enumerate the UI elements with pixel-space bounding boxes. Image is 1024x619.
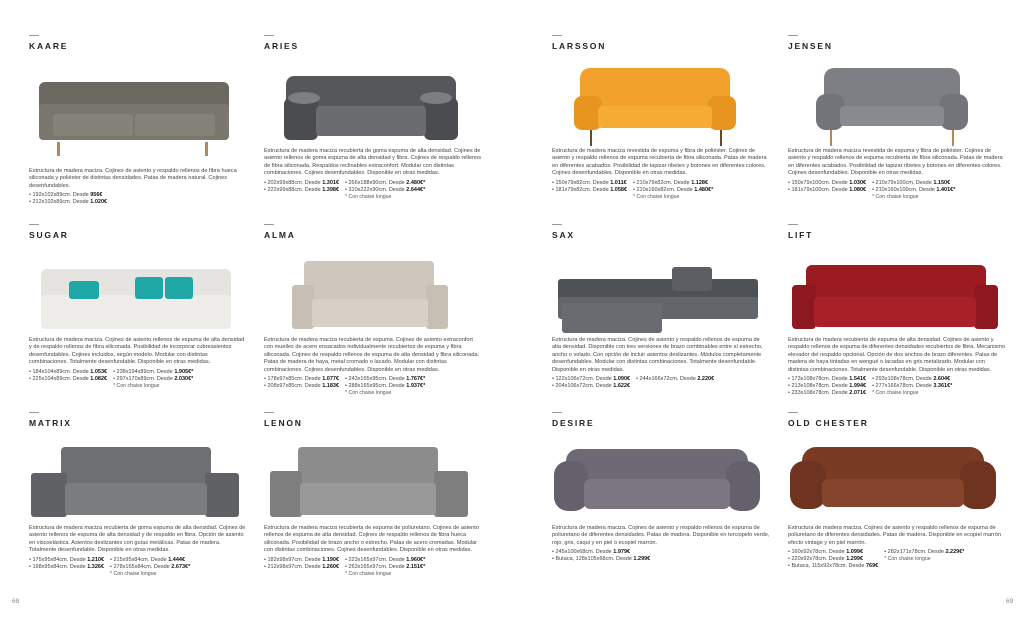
price-line: • 225x104x89cm. Desde 1.082€ bbox=[29, 375, 108, 382]
product-card-aries bbox=[264, 35, 482, 201]
price-line: • 181x79x100cm. Desde 1.080€ bbox=[788, 186, 867, 193]
price-list bbox=[788, 180, 1006, 201]
price-col-1 bbox=[264, 180, 339, 201]
price-line: • 212x98x97cm. Desde 1.260€ bbox=[264, 563, 340, 570]
product-name: SAX bbox=[552, 230, 575, 240]
price-col-2 bbox=[633, 180, 713, 201]
product-description: Estructura de madera maciza. Cojines de asiento y respaldo rellenos de espuma de poliuretano de diferentes densidades. Patas de madera. Disponible en terciopelo verde, rojo, gris, caqui y en piel o ecopiel marrón. bbox=[552, 525, 770, 546]
chaise-note: * Con chaise longue bbox=[345, 570, 392, 577]
product-description: Estructura de madera maciza. Cojines de asiento y respaldo rellenos de espuma de poliuretano de diferentes densidades. Patas de madera. Disponible en ecopiel marrón efecto vintage y en piel marrón. bbox=[788, 525, 1002, 546]
sofa-image-old-chester bbox=[788, 433, 1006, 523]
product-description: Estructura de madera maciza revestida de espuma y fibra de poliéster. Cojines de asiento y respaldo rellenos de espuma recubierta de fibra siliconada. Patas de madera en diferentes acabados. Posibilidad de tapizar ribetes y botones en diferentes colores. Cojines desenfundables. Disponible en otras medidas. bbox=[788, 148, 1003, 177]
price-line: • 150x79x100cm. Desde 1.030€ bbox=[788, 179, 867, 186]
chaise-note: * Con chaise longue bbox=[633, 193, 680, 200]
price-col-2 bbox=[884, 549, 964, 570]
divider bbox=[788, 412, 798, 413]
price-line: • 192x102x89cm. Desde 956€ bbox=[29, 192, 103, 199]
price-col-1 bbox=[552, 180, 627, 201]
price-line: • 223x165x97cm. Desde 1.960€* bbox=[345, 556, 426, 563]
product-description: Estructura de madera maciza. Cojines de asiento y respaldo rellenos de fibra hueca siliconada y poliéster de distintas densidades. Patas de madera natural. Cojines desenfundables. bbox=[29, 168, 237, 189]
price-line: • 215x95x84cm. Desde 1.444€ bbox=[110, 556, 186, 563]
product-description: Estructura de madera maciza recubierta de espuma. Cojines de asiento extraconfort con muelles de acero ensacados individualmente recubiertos de espuma y fibra siliconada. Cojines de respaldo rellenos de espuma de alta densidad y fibra siliconada. Patas de madera de haya, metal cromado o lacado. Modular con distintas combinaciones. Cojines desenfundables. Disponible en otras medidas. bbox=[264, 337, 480, 373]
price-line: • 210x160x82cm. Desde 1.480€* bbox=[633, 186, 714, 193]
price-col-2 bbox=[636, 376, 714, 390]
sofa-image-alma bbox=[264, 245, 482, 335]
product-description: Estructura de madera maciza. Cojines de asiento rellenos de espuma de alta densidad y de respaldo rellenos de fibra siliconada. Posibilidad de incorporar cubreasientos desenfundables. Cojines incluidos, según modelo. Modular con distintas combinaciones. Totalmente desenfundable. Disponible en otras medidas. bbox=[29, 337, 245, 366]
sofa-image-sax bbox=[552, 245, 770, 335]
price-line: • 160x92x78cm. Desde 1.099€ bbox=[788, 549, 864, 556]
product-name: LIFT bbox=[788, 230, 814, 240]
price-list bbox=[29, 192, 247, 206]
sofa-image-aries bbox=[264, 56, 482, 146]
product-card-matrix bbox=[29, 412, 247, 578]
product-card-larsson bbox=[552, 35, 770, 201]
price-col-1 bbox=[29, 369, 107, 390]
price-line: • 208x97x85cm. Desde 1.183€ bbox=[264, 383, 340, 390]
price-line: • 233x108x78cm. Desde 2.071€ bbox=[788, 390, 867, 397]
price-list bbox=[29, 557, 247, 578]
divider bbox=[264, 412, 274, 413]
product-card-old-chester bbox=[788, 412, 1006, 570]
price-col-1 bbox=[29, 557, 104, 578]
divider bbox=[552, 35, 562, 36]
product-description: Estructura de madera maciza. Cojines de asiento y respaldo rellenos de espuma de alta densidad. Disponible con tres versiones de brazo combinables entre sí estrecho, ancho o volado. Con opción de incluir asientos deslizantes. Módulos completamente desenfundables. Modular con distintas combinaciones. Totalmente desenfundable. Disponible en otras medidas. bbox=[552, 337, 763, 373]
price-col-1 bbox=[788, 549, 878, 570]
chaise-note: * Con chaise longue bbox=[345, 193, 392, 200]
price-line: • 175x95x84cm. Desde 1.210€ bbox=[29, 556, 105, 563]
chaise-note: * Con chaise longue bbox=[113, 382, 160, 389]
chaise-note: * Con chaise longue bbox=[345, 390, 392, 397]
price-line: • Butaca, 115x92x78cm. Desde 769€ bbox=[788, 563, 879, 570]
price-col-1 bbox=[29, 192, 107, 206]
product-description: Estructura de madera maciza recubierta de espuma de poliuretano. Cojines de asiento rellenos de espuma de alta densidad. Cojines de respaldo rellenos de fibra hueca siliconada. Posibilidad de brazo ancho o estrecho. Patas de acero cromadas. Modular con distintas combinaciones. Cojines desenfundables. Disponible en otras medidas. bbox=[264, 525, 479, 554]
price-line: • 245x100x68cm. Desde 1.979€ bbox=[552, 549, 631, 556]
chaise-note: * Con chaise longue bbox=[872, 193, 919, 200]
divider bbox=[264, 35, 274, 36]
divider bbox=[29, 35, 39, 36]
price-line: • Butaca, 128x105x68cm. Desde 1.299€ bbox=[552, 556, 651, 563]
product-card-kaare bbox=[29, 35, 247, 206]
price-col-2 bbox=[872, 376, 952, 397]
price-line: • 122x106x72cm. Desde 1.090€ bbox=[552, 376, 631, 383]
price-list bbox=[264, 376, 482, 397]
chaise-note: * Con chaise longue bbox=[884, 556, 931, 563]
price-line: • 150x79x82cm. Desde 1.011€ bbox=[552, 179, 627, 186]
price-line: • 210x160x100cm. Desde 1.401€* bbox=[872, 186, 956, 193]
page-number-left: 68 bbox=[12, 598, 20, 605]
product-card-lenon bbox=[264, 412, 482, 578]
price-line: • 178x97x85cm. Desde 1.077€ bbox=[264, 376, 340, 383]
product-card-jensen bbox=[788, 35, 1006, 201]
product-card-sax bbox=[552, 224, 770, 390]
price-line: • 293x108x78cm. Desde 2.604€ bbox=[872, 376, 951, 383]
price-line: • 266x188x90cm. Desde 2.480€* bbox=[345, 179, 426, 186]
price-list bbox=[29, 369, 247, 390]
product-name: MATRIX bbox=[29, 418, 72, 428]
divider bbox=[788, 35, 798, 36]
price-list bbox=[552, 180, 770, 201]
price-line: • 204x106x72cm. Desde 1.622€ bbox=[552, 383, 631, 390]
sofa-image-desire bbox=[552, 433, 770, 523]
sofa-image-kaare bbox=[29, 56, 247, 166]
price-line: • 244x166x72cm. Desde 2.220€ bbox=[636, 376, 715, 383]
divider bbox=[552, 224, 562, 225]
price-list bbox=[788, 549, 1006, 570]
product-name: ALMA bbox=[264, 230, 296, 240]
price-line: • 181x79x82cm. Desde 1.058€ bbox=[552, 186, 628, 193]
divider bbox=[29, 412, 39, 413]
divider bbox=[29, 224, 39, 225]
price-line: • 310x222x90cm. Desde 2.644€* bbox=[345, 186, 426, 193]
price-line: • 173x108x78cm. Desde 1.541€ bbox=[788, 376, 867, 383]
price-line: • 278x165x84cm. Desde 2.673€* bbox=[110, 563, 191, 570]
price-list bbox=[264, 180, 482, 201]
product-name: DESIRE bbox=[552, 418, 595, 428]
price-col-2 bbox=[113, 369, 193, 390]
price-list bbox=[552, 376, 770, 390]
sofa-image-matrix bbox=[29, 433, 247, 523]
sofa-image-sugar bbox=[29, 245, 247, 335]
product-name: OLD CHESTER bbox=[788, 418, 869, 428]
product-name: KAARE bbox=[29, 41, 69, 51]
price-line: • 184x104x89cm. Desde 1.053€ bbox=[29, 368, 108, 375]
price-col-1 bbox=[788, 180, 866, 201]
product-name: JENSEN bbox=[788, 41, 833, 51]
price-col-1 bbox=[788, 376, 866, 397]
product-card-desire bbox=[552, 412, 770, 563]
divider bbox=[264, 224, 274, 225]
price-line: • 297x170x89cm. Desde 2.030€* bbox=[113, 375, 194, 382]
divider bbox=[552, 412, 562, 413]
price-col-2 bbox=[345, 557, 425, 578]
price-line: • 220x92x78cm. Desde 1.299€ bbox=[788, 556, 864, 563]
price-col-2 bbox=[345, 376, 425, 397]
price-line: • 277x166x78cm. Desde 3.361€* bbox=[872, 383, 953, 390]
price-list bbox=[552, 549, 770, 563]
price-line: • 288x165x95cm. Desde 1.937€* bbox=[345, 383, 426, 390]
sofa-image-lift bbox=[788, 245, 1006, 335]
product-description: Estructura de madera maciza recubierta de goma espuma de alta densidad. Cojines de asiento rellenos de goma espuma de alta densidad y fibra. Cojines de respaldo rellenos de fibra siliconada. Respaldos reclinables extraconfort. Modular con distintas combinaciones. Cojines desenfundables. Disponible en otras medidas. bbox=[264, 148, 482, 177]
price-line: • 263x165x97cm. Desde 2.151€* bbox=[345, 563, 426, 570]
sofa-image-larsson bbox=[552, 56, 770, 146]
product-name: ARIES bbox=[264, 41, 299, 51]
price-line: • 210x79x82cm. Desde 1.128€ bbox=[633, 179, 709, 186]
price-line: • 202x99x88cm. Desde 1.301€ bbox=[264, 179, 340, 186]
price-col-1 bbox=[264, 557, 339, 578]
price-line: • 238x194x89cm. Desde 1.905€* bbox=[113, 368, 194, 375]
price-col-1 bbox=[552, 376, 630, 390]
product-description: Estructura de madera maciza recubierta de goma espuma de alta densidad. Cojines de asiento rellenos de espuma de alta densidad y de respaldo en fibra. Opción de asiento en viscoelástica. Asientos deslizantes con guías metálicas. Patas de madera. Totalmente desenfundable. Disponible en otras medidas. bbox=[29, 525, 246, 554]
product-card-lift bbox=[788, 224, 1006, 397]
price-line: • 282x171x78cm. Desde 2.229€* bbox=[884, 549, 965, 556]
sofa-image-lenon bbox=[264, 433, 482, 523]
product-name: LARSSON bbox=[552, 41, 607, 51]
product-name: LENON bbox=[264, 418, 303, 428]
price-col-1 bbox=[264, 376, 339, 397]
product-name: SUGAR bbox=[29, 230, 69, 240]
price-list bbox=[264, 557, 482, 578]
product-description: Estructura de madera maciza revestida de espuma y fibra de poliéster. Cojines de asiento y respaldo rellenos de espuma recubierta de fibra siliconada. Patas de madera en diferentes acabados. Posibilidad de tapizar ribetes y botones en diferentes colores. Cojines desenfundables. Disponible en otras medidas. bbox=[552, 148, 767, 177]
sofa-image-jensen bbox=[788, 56, 1006, 146]
price-line: • 243x165x95cm. Desde 1.767€* bbox=[345, 376, 426, 383]
price-list bbox=[788, 376, 1006, 397]
product-card-sugar bbox=[29, 224, 247, 390]
chaise-note: * Con chaise longue bbox=[872, 390, 919, 397]
price-line: • 213x108x78cm. Desde 1.994€ bbox=[788, 383, 867, 390]
price-col-2 bbox=[345, 180, 425, 201]
divider bbox=[788, 224, 798, 225]
price-col-2 bbox=[110, 557, 190, 578]
price-line: • 212x102x89cm. Desde 1.020€ bbox=[29, 199, 108, 206]
page-number-right: 69 bbox=[1006, 598, 1014, 605]
price-col-1 bbox=[552, 549, 650, 563]
chaise-note: * Con chaise longue bbox=[110, 570, 157, 577]
product-description: Estructura de madera recubierta de espuma de alta densidad. Cojines de asiento y respaldo rellenos de espuma de diferentes densidades recubiertos de fibra. Mecanismo elevador del respaldo opcional. Opción de dos anchos de brazo diferentes. Patas de madera de haya tintadas en wengué o lacadas en gris metalizado. Modular con distintas combinaciones. Totalmente desenfundable. Disponible en otras medidas. bbox=[788, 337, 1006, 373]
price-line: • 182x98x97cm. Desde 1.190€ bbox=[264, 556, 340, 563]
product-card-alma bbox=[264, 224, 482, 397]
price-line: • 222x99x88cm. Desde 1.398€ bbox=[264, 186, 340, 193]
price-line: • 210x79x100cm. Desde 1.150€ bbox=[872, 179, 951, 186]
price-col-2 bbox=[872, 180, 955, 201]
price-line: • 198x95x84cm. Desde 1.326€ bbox=[29, 563, 105, 570]
